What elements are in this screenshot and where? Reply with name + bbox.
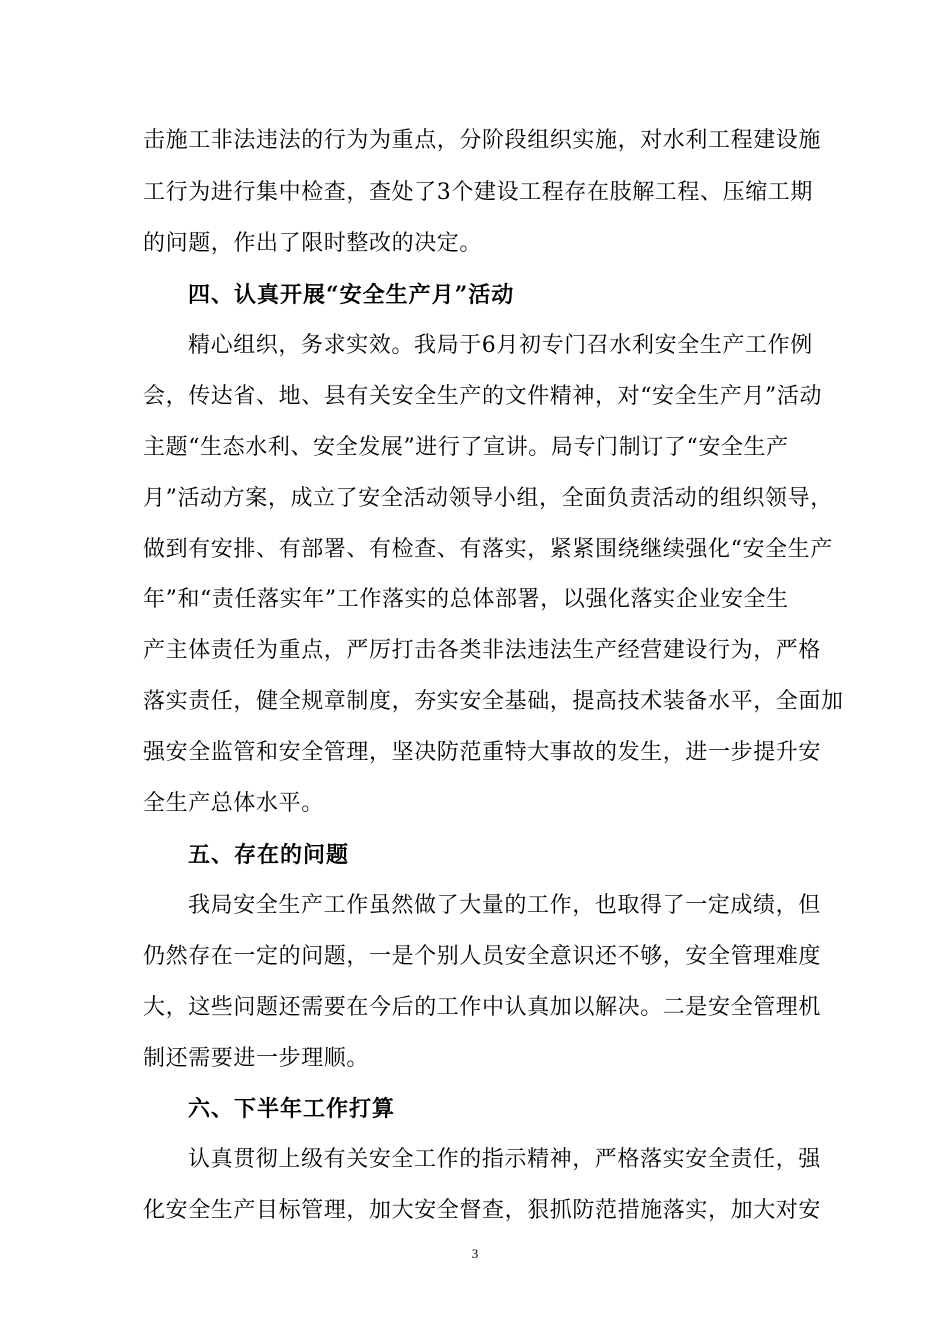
body-text-line: 的问题，作出了限时整改的决定。 [143, 231, 483, 256]
body-text-line: 做到有安排、有部署、有检查、有落实，紧紧围绕继续强化“安全生产 [143, 537, 833, 562]
body-text-line: 制还需要进一步理顺。 [143, 1046, 370, 1071]
body-text-line: 年”和“责任落实年”工作落实的总体部署，以强化落实企业安全生 [143, 587, 789, 612]
body-text-line: 产主体责任为重点，严厉打击各类非法违法生产经营建设行为，严格 [143, 638, 822, 663]
section-heading-5: 五、存在的问题 [188, 842, 350, 868]
body-text-line: 精心组织，务求实效。我局于6月初专门召水利安全生产工作例 [188, 333, 813, 358]
body-text-line: 大，这些问题还需要在今后的工作中认真加以解决。二是安全管理机 [143, 995, 822, 1020]
body-text-line: 强安全监管和安全管理，坚决防范重特大事故的发生，进一步提升安 [143, 740, 822, 765]
section-heading-6: 六、下半年工作打算 [188, 1096, 396, 1122]
section-heading-4: 四、认真开展“安全生产月”活动 [188, 282, 515, 308]
body-text-line: 会，传达省、地、县有关安全生产的文件精神，对“安全生产月”活动 [143, 384, 823, 409]
body-text-line: 落实责任，健全规章制度，夯实安全基础，提高技术装备水平，全面加 [143, 689, 844, 714]
body-text-line: 认真贯彻上级有关安全工作的指示精神，严格落实安全责任，强 [188, 1147, 821, 1172]
body-text-line: 仍然存在一定的问题，一是个别人员安全意识还不够，安全管理难度 [143, 944, 822, 969]
body-text-line: 化安全生产目标管理，加大安全督查，狠抓防范措施落实，加大对安 [143, 1198, 822, 1223]
page-number: 3 [471, 1246, 479, 1261]
body-text-line: 全生产总体水平。 [143, 791, 324, 816]
body-text-line: 主题“生态水利、安全发展”进行了宣讲。局专门制订了“安全生产 [143, 435, 789, 460]
body-text-line: 我局安全生产工作虽然做了大量的工作，也取得了一定成绩，但 [188, 893, 821, 918]
body-text-line: 月”活动方案，成立了安全活动领导小组，全面负责活动的组织领导， [143, 486, 833, 511]
body-text-line: 击施工非法违法的行为为重点，分阶段组织实施，对水利工程建设施 [143, 128, 822, 153]
body-text-line: 工行为进行集中检查，查处了3个建设工程存在肢解工程、压缩工期 [143, 180, 813, 205]
